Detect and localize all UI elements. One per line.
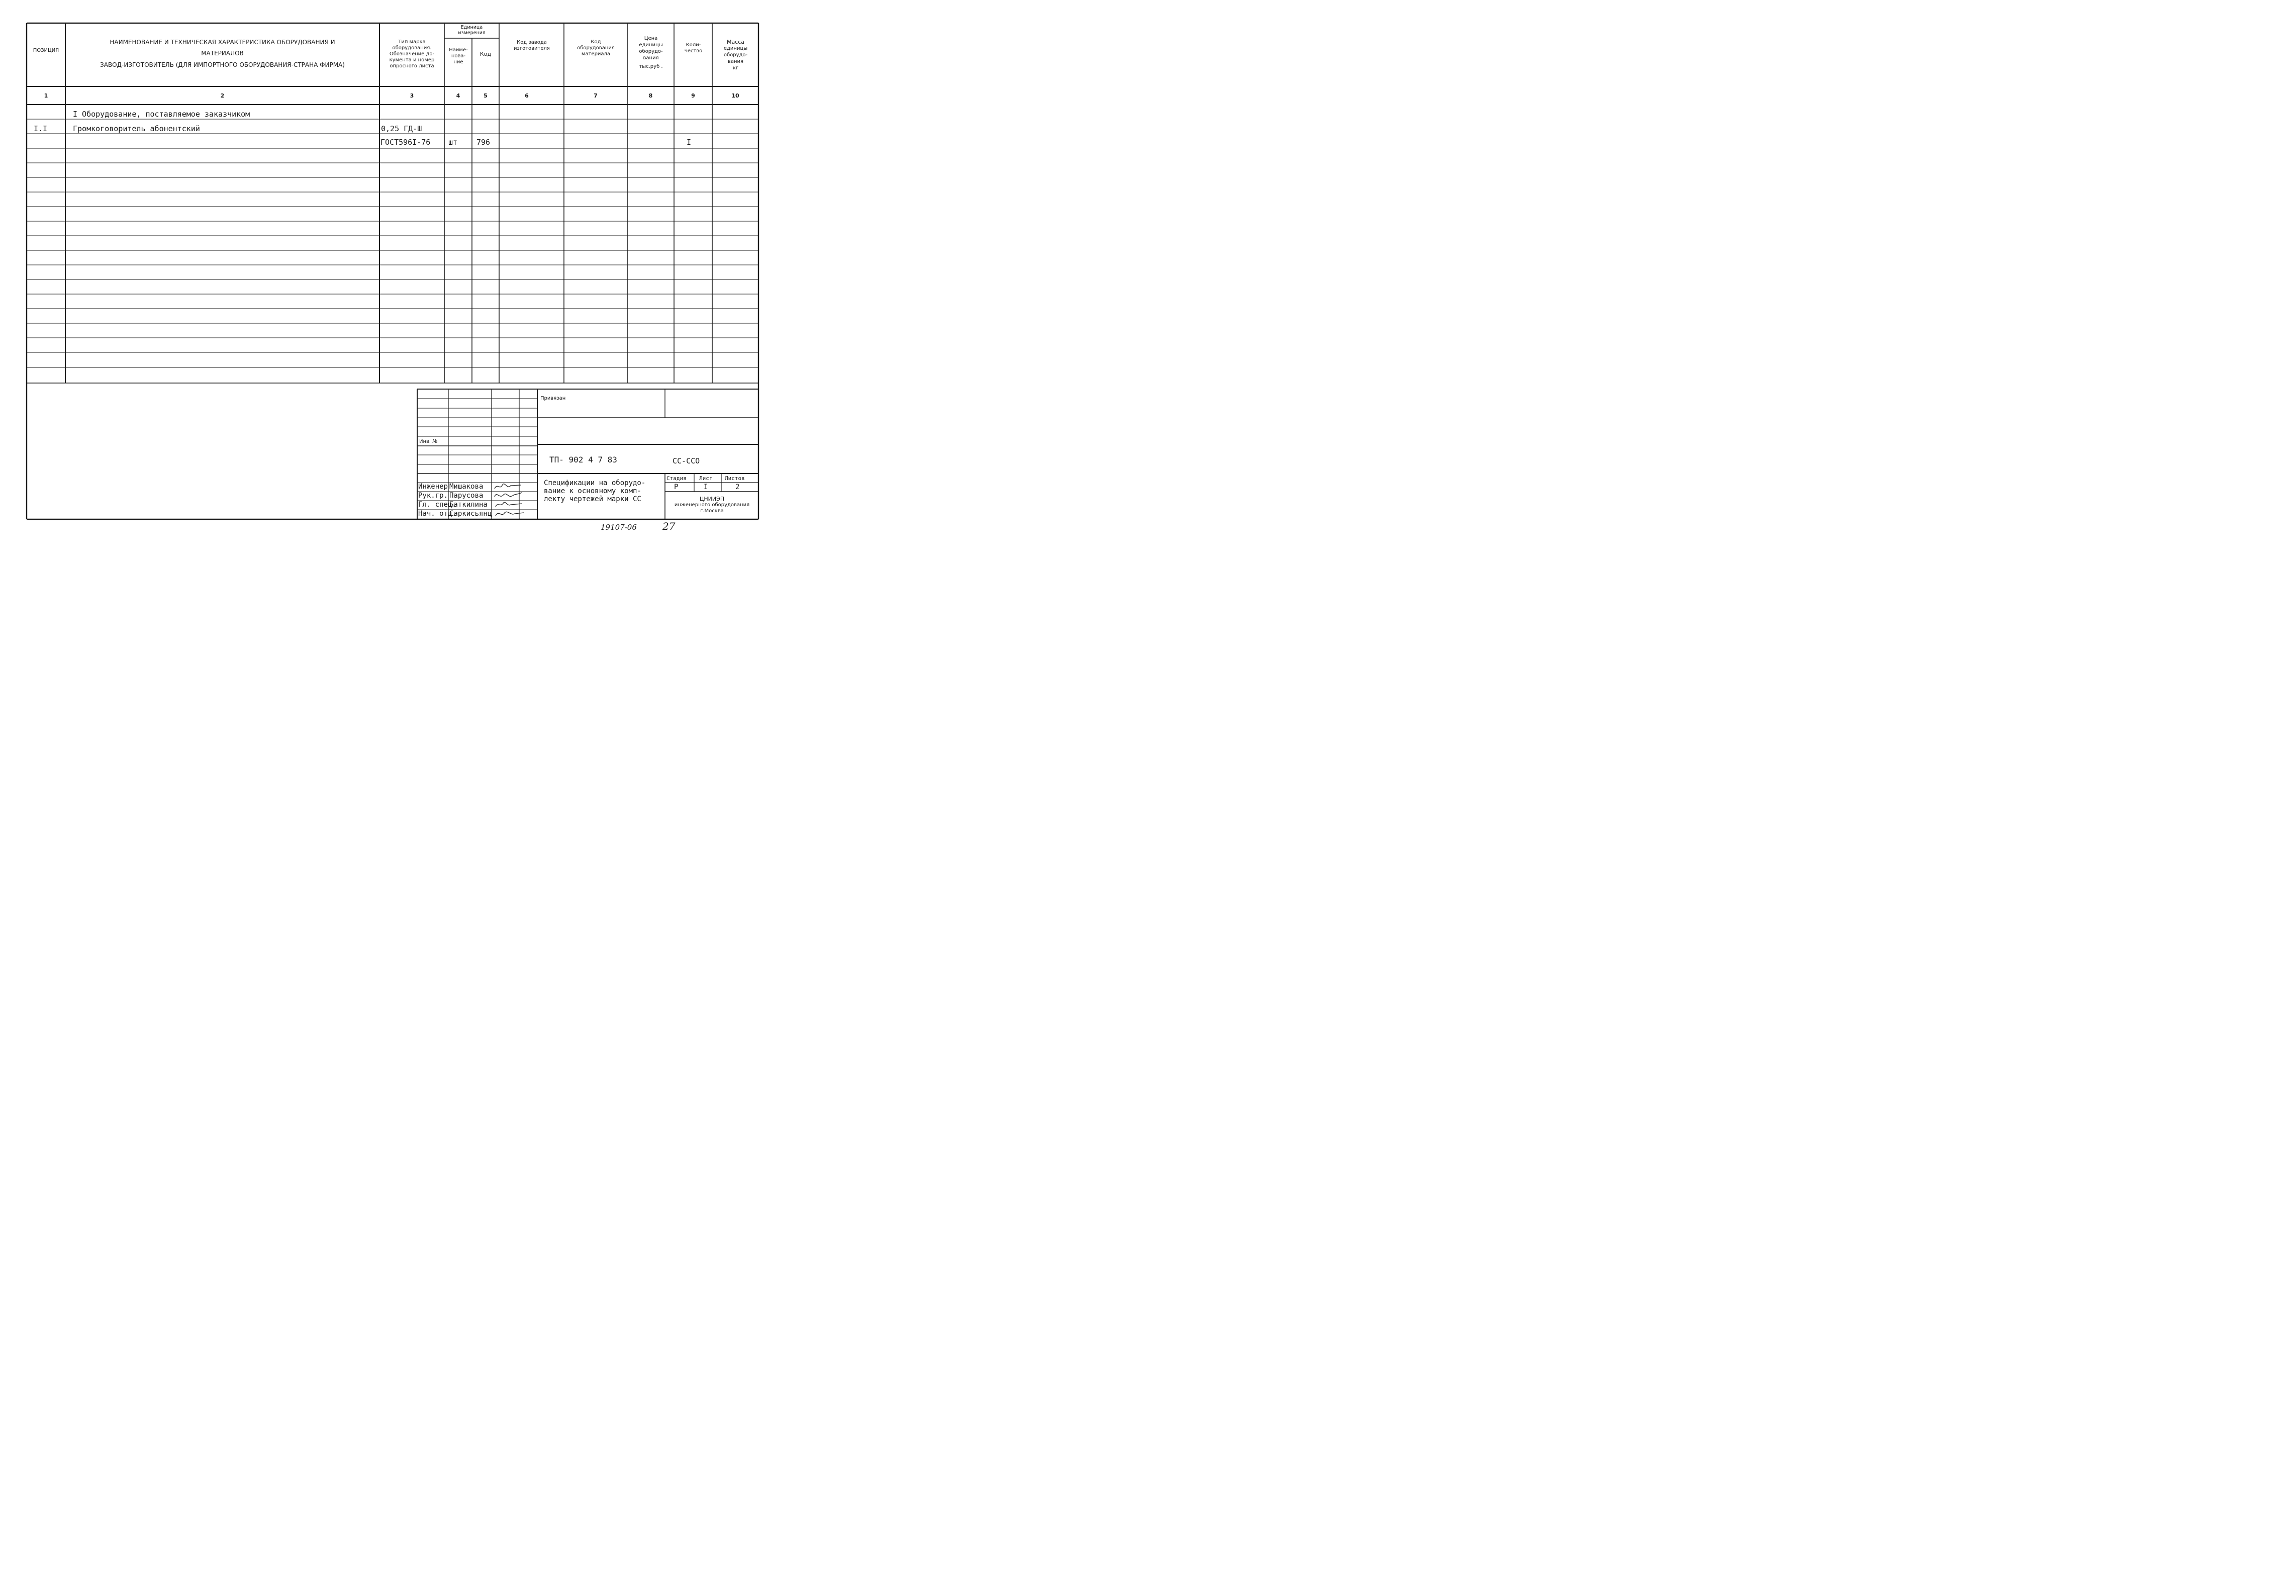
stamp-title-l2: вание к основному комп- (544, 487, 641, 495)
header-price-l5: тыс.руб . (639, 64, 663, 69)
archive-number: 19107-06 (601, 523, 637, 532)
stamp-sheet-label: Лист (699, 475, 713, 482)
signer-2-role: Рук.гр. (418, 492, 448, 500)
header-type-l2: оборудования. (392, 45, 432, 51)
row-2-type: 0,25 ГД-Ш (381, 124, 422, 133)
header-equipment-code-l1: Код (591, 39, 601, 45)
stamp-org-l1: ЦНИИЭП (699, 496, 725, 502)
header-name-line1: НАИМЕНОВАНИЕ И ТЕХНИЧЕСКАЯ ХАРАКТЕРИСТИКА ОБОРУДОВАНИЯ И (110, 39, 335, 46)
header-factory-code-l2: изготовителя (514, 46, 550, 51)
stamp-privyazan-label: Привязан (540, 396, 566, 401)
header-type (380, 39, 443, 69)
header-mass-l2: единицы (723, 46, 748, 51)
signer-4-name: Саркисьянц (449, 510, 492, 518)
column-number-3: 3 (410, 92, 414, 99)
stamp-sheets-label: Листов (725, 475, 745, 482)
header-unit-name-l2: нова- (451, 53, 466, 59)
stamp-stage-value: Р (674, 483, 679, 491)
header-unit-group-l2: измерения (458, 30, 486, 36)
row-3-quantity: I (687, 138, 692, 147)
header-type-l1: Тип марка (398, 39, 426, 45)
header-price-l4: вания (643, 55, 659, 61)
signature-4 (493, 508, 525, 519)
column-number-10: 10 (731, 92, 739, 99)
header-mass-l3: оборудо- (723, 52, 748, 58)
header-name-line2: МАТЕРИАЛОВ (201, 50, 244, 57)
column-number-1: 1 (44, 92, 48, 99)
column-number-9: 9 (691, 92, 695, 99)
column-number-2: 2 (220, 92, 225, 99)
stamp-designation: ТП- 902 4 7 83 (549, 455, 617, 464)
stamp-inv-label: Инв. № (419, 439, 438, 444)
header-position: ПОЗИЦИЯ (33, 48, 59, 53)
header-mass-l4: вания (727, 59, 744, 64)
header-mass-l1: Масса (726, 39, 745, 45)
column-number-6: 6 (525, 92, 529, 99)
header-unit-name-l3: ние (453, 59, 463, 65)
column-number-7: 7 (594, 92, 598, 99)
row-3-unit: шт (448, 138, 458, 147)
header-unit-group (445, 25, 498, 36)
stamp-organization (666, 496, 758, 514)
stamp-org-l3: г.Москва (700, 508, 724, 514)
header-quantity-l1: Коли- (686, 42, 701, 48)
form-grid (0, 0, 780, 543)
header-quantity (675, 42, 712, 54)
signer-3-name: Баткилина (449, 501, 488, 509)
signer-1-name: Мишакова (449, 483, 484, 491)
signer-4-role: Нач. отд. (418, 510, 456, 518)
signer-1-role: Инженер (418, 483, 448, 491)
header-factory-code-l1: Код завода (517, 40, 547, 45)
header-unit-group-l1: Единица (460, 25, 483, 30)
header-mass (713, 39, 758, 71)
header-unit-name (445, 47, 472, 65)
header-type-l3: Обозначение до- (389, 51, 435, 57)
stamp-stage-label: Стадия (666, 475, 687, 482)
header-price-l1: Цена (644, 36, 658, 41)
signer-2-name: Парусова (449, 492, 484, 500)
stamp-sheet-value: I (704, 483, 708, 491)
column-number-8: 8 (648, 92, 653, 99)
signer-3-role: Гл. спец. (418, 501, 456, 509)
stamp-code: СС-ССО (673, 456, 700, 465)
stamp-title (544, 479, 645, 503)
stamp-sheets-value: 2 (735, 483, 740, 491)
row-3-type: ГОСТ596I-76 (380, 138, 431, 147)
row-3-code: 796 (476, 138, 491, 147)
column-number-5: 5 (484, 92, 488, 99)
header-equipment-code-l3: материала (581, 51, 611, 57)
header-type-l4: кумента и номер (389, 57, 435, 63)
header-mass-l5: кг (732, 65, 739, 71)
row-1-name: I Оборудование, поставляемое заказчиком (73, 110, 250, 119)
row-2-name: Громкоговоритель абонентский (73, 124, 200, 133)
header-unit-code: Код (480, 51, 492, 57)
header-equipment-code-l2: оборудования (577, 45, 615, 51)
header-factory-code (500, 40, 563, 52)
header-price-l3: оборудо- (639, 49, 663, 54)
page-number: 27 (662, 520, 676, 532)
header-type-l5: опросного листа (390, 63, 434, 69)
row-2-position: I.I (34, 124, 48, 133)
header-price-l2: единицы (639, 42, 663, 48)
header-name-line3: ЗАВОД-ИЗГОТОВИТЕЛЬ (ДЛЯ ИМПОРТНОГО ОБОРУДОВАНИЯ-СТРАНА ФИРМА) (100, 61, 345, 68)
header-equipment-code (565, 39, 627, 57)
header-quantity-l2: чество (684, 48, 703, 54)
column-number-4: 4 (456, 92, 460, 99)
stamp-org-l2: инженерного оборудования (674, 502, 750, 508)
stamp-title-l1: Спецификации на оборудо- (544, 479, 646, 487)
header-unit-name-l1: Наиме- (449, 47, 468, 53)
stamp-title-l3: лекту чертежей марки СС (544, 495, 641, 503)
header-price (628, 35, 674, 70)
